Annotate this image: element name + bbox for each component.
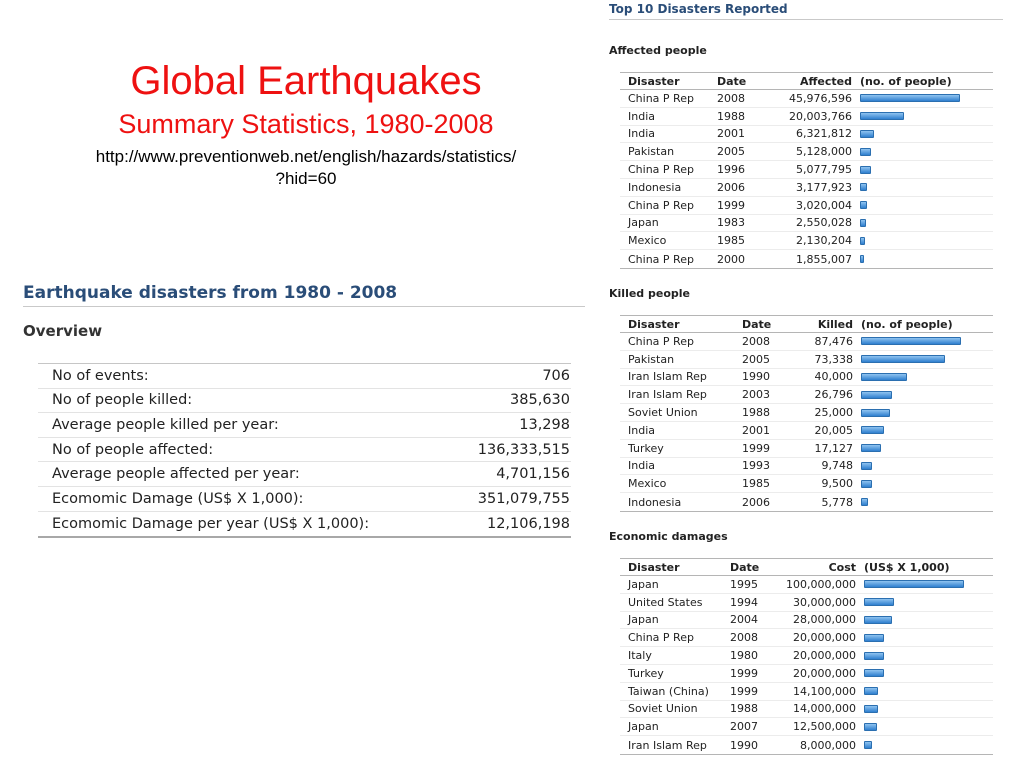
slide-title-block	[20, 58, 592, 190]
slide-subtitle: Summary Statistics, 1980-2008	[118, 109, 494, 139]
row-value: 40,000	[814, 370, 853, 384]
killed-people-table	[620, 315, 993, 512]
row-value: 2,550,028	[796, 216, 852, 230]
row-disaster: China P Rep	[628, 631, 694, 645]
cost-table-header	[620, 558, 993, 576]
column-header-unit: (US$ X 1,000)	[864, 560, 950, 574]
row-value: 3,177,923	[796, 180, 852, 194]
row-value: 1,855,007	[796, 252, 852, 266]
earthquake-disasters-heading: Earthquake disasters from 1980 - 2008	[23, 283, 585, 307]
economic-damages-title: Economic damages	[609, 530, 728, 543]
overview-row	[38, 364, 571, 389]
affected-people-table	[620, 72, 993, 269]
row-disaster: Mexico	[628, 477, 667, 491]
row-disaster: Japan	[628, 577, 659, 591]
row-disaster: Turkey	[628, 666, 664, 680]
source-url-line-2[interactable]: ?hid=60	[275, 169, 337, 188]
table-row	[620, 351, 993, 369]
row-disaster: Turkey	[628, 441, 664, 455]
value-bar	[861, 480, 872, 488]
row-disaster: China P Rep	[628, 252, 694, 266]
row-date: 2005	[717, 145, 745, 159]
value-bar	[861, 355, 945, 363]
row-value: 9,500	[821, 477, 853, 491]
value-bar	[860, 255, 864, 263]
table-row	[620, 683, 993, 701]
overview-row-value: 12,106,198	[486, 515, 570, 532]
column-header-date: Date	[730, 560, 760, 574]
row-disaster: China P Rep	[628, 334, 694, 348]
slide-title: Global Earthquakes	[130, 59, 482, 103]
table-row	[620, 422, 993, 440]
row-date: 2008	[717, 91, 745, 105]
row-date: 2004	[730, 613, 758, 627]
row-disaster: India	[628, 459, 655, 473]
table-row	[620, 701, 993, 719]
column-header-value: Cost	[828, 560, 856, 574]
source-url-line-1[interactable]: http://www.preventionweb.net/english/hazards/statistics/	[95, 147, 517, 166]
row-value: 6,321,812	[796, 127, 852, 141]
killed-people-title: Killed people	[609, 287, 690, 300]
row-date: 2001	[717, 127, 745, 141]
row-disaster: Iran Islam Rep	[628, 388, 707, 402]
row-bar-cell	[856, 652, 884, 660]
source-url[interactable]	[20, 146, 592, 190]
row-value: 17,127	[814, 441, 853, 455]
row-value: 100,000,000	[786, 577, 856, 591]
row-disaster: Iran Islam Rep	[628, 370, 707, 384]
overview-row	[38, 512, 571, 537]
value-bar	[864, 616, 892, 624]
table-row	[620, 90, 993, 108]
row-disaster: Japan	[628, 613, 659, 627]
value-bar	[864, 705, 878, 713]
row-bar-cell	[852, 183, 867, 191]
row-bar-cell	[853, 373, 907, 381]
row-bar-cell	[853, 391, 892, 399]
value-bar	[861, 373, 907, 381]
row-disaster: China P Rep	[628, 198, 694, 212]
row-value: 30,000,000	[793, 595, 856, 609]
value-bar	[860, 237, 865, 245]
row-date: 1999	[742, 441, 770, 455]
table-row	[620, 475, 993, 493]
row-date: 2006	[717, 180, 745, 194]
affected-table-header	[620, 72, 993, 90]
table-row	[620, 594, 993, 612]
row-date: 1996	[717, 163, 745, 177]
overview-row-value: 13,298	[519, 416, 570, 433]
table-row	[620, 736, 993, 754]
row-disaster: Indonesia	[628, 495, 682, 509]
row-date: 2005	[742, 352, 770, 366]
row-value: 5,778	[821, 495, 853, 509]
row-date: 1985	[742, 477, 770, 491]
row-disaster: Pakistan	[628, 352, 675, 366]
row-value: 20,000,000	[793, 649, 856, 663]
overview-row-value: 385,630	[510, 392, 570, 409]
value-bar	[860, 94, 960, 102]
row-bar-cell	[853, 498, 868, 506]
table-row	[620, 232, 993, 250]
row-date: 1999	[730, 666, 758, 680]
row-value: 20,003,766	[789, 109, 852, 123]
table-row	[620, 126, 993, 144]
row-disaster: Soviet Union	[628, 702, 698, 716]
row-date: 1990	[742, 370, 770, 384]
column-header-disaster: Disaster	[628, 74, 680, 88]
row-value: 14,100,000	[793, 684, 856, 698]
row-date: 2003	[742, 388, 770, 402]
row-disaster: Pakistan	[628, 145, 675, 159]
row-disaster: Italy	[628, 649, 652, 663]
table-row	[620, 493, 993, 511]
row-date: 1994	[730, 595, 758, 609]
value-bar	[864, 741, 872, 749]
overview-row-label: Ecomomic Damage per year (US$ X 1,000):	[52, 515, 370, 532]
row-value: 3,020,004	[796, 198, 852, 212]
row-bar-cell	[853, 355, 945, 363]
row-date: 2007	[730, 720, 758, 734]
row-value: 20,000,000	[793, 666, 856, 680]
column-header-unit: (no. of people)	[861, 317, 953, 331]
row-value: 26,796	[814, 388, 853, 402]
table-row	[620, 440, 993, 458]
column-header-value: Killed	[817, 317, 853, 331]
row-value: 28,000,000	[793, 613, 856, 627]
value-bar	[860, 183, 867, 191]
row-value: 20,005	[814, 423, 853, 437]
value-bar	[861, 462, 872, 470]
row-bar-cell	[856, 669, 884, 677]
top10-heading: Top 10 Disasters Reported	[609, 2, 1003, 20]
value-bar	[864, 598, 894, 606]
value-bar	[864, 634, 884, 642]
value-bar	[860, 112, 904, 120]
row-value: 2,130,204	[796, 234, 852, 248]
table-row	[620, 718, 993, 736]
row-date: 1990	[730, 738, 758, 752]
row-date: 2006	[742, 495, 770, 509]
affected-people-title: Affected people	[609, 44, 707, 57]
overview-row	[38, 462, 571, 487]
value-bar	[860, 201, 867, 209]
value-bar	[860, 219, 866, 227]
table-row	[620, 665, 993, 683]
row-value: 45,976,596	[789, 91, 852, 105]
row-bar-cell	[853, 462, 872, 470]
row-date: 2008	[742, 334, 770, 348]
row-date: 1999	[730, 684, 758, 698]
overview-heading: Overview	[23, 322, 103, 340]
row-disaster: Indonesia	[628, 180, 682, 194]
overview-row	[38, 413, 571, 438]
row-value: 8,000,000	[800, 738, 856, 752]
row-date: 1995	[730, 577, 758, 591]
row-date: 1993	[742, 459, 770, 473]
row-disaster: Japan	[628, 216, 659, 230]
value-bar	[861, 409, 890, 417]
table-row	[620, 629, 993, 647]
column-header-date: Date	[717, 74, 747, 88]
column-header-unit: (no. of people)	[860, 74, 952, 88]
row-bar-cell	[852, 255, 864, 263]
table-row	[620, 612, 993, 630]
value-bar	[861, 426, 884, 434]
row-disaster: China P Rep	[628, 163, 694, 177]
row-value: 20,000,000	[793, 631, 856, 645]
value-bar	[864, 723, 877, 731]
value-bar	[861, 337, 961, 345]
row-bar-cell	[852, 112, 904, 120]
row-value: 9,748	[821, 459, 853, 473]
overview-row	[38, 487, 571, 512]
table-row	[620, 108, 993, 126]
row-date: 1983	[717, 216, 745, 230]
row-date: 2001	[742, 423, 770, 437]
value-bar	[861, 391, 892, 399]
overview-row-label: Ecomomic Damage (US$ X 1,000):	[52, 490, 304, 507]
row-date: 1999	[717, 198, 745, 212]
row-disaster: Taiwan (China)	[628, 684, 709, 698]
value-bar	[864, 669, 884, 677]
overview-row-value: 136,333,515	[477, 441, 570, 458]
table-row	[620, 143, 993, 161]
row-bar-cell	[856, 580, 964, 588]
overview-row-label: Average people killed per year:	[52, 416, 279, 433]
killed-table-header	[620, 315, 993, 333]
value-bar	[861, 498, 868, 506]
table-row	[620, 250, 993, 268]
row-bar-cell	[853, 337, 961, 345]
column-header-date: Date	[742, 317, 772, 331]
row-date: 2000	[717, 252, 745, 266]
row-date: 1988	[742, 406, 770, 420]
row-date: 1988	[730, 702, 758, 716]
overview-table	[38, 363, 571, 538]
table-row	[620, 197, 993, 215]
economic-damages-table	[620, 558, 993, 755]
row-bar-cell	[856, 741, 872, 749]
row-disaster: Mexico	[628, 234, 667, 248]
row-bar-cell	[856, 616, 892, 624]
row-value: 14,000,000	[793, 702, 856, 716]
row-bar-cell	[856, 723, 877, 731]
row-value: 87,476	[814, 334, 853, 348]
table-row	[620, 161, 993, 179]
overview-row-value: 351,079,755	[477, 490, 570, 507]
row-bar-cell	[852, 219, 866, 227]
overview-row-label: No of events:	[52, 367, 149, 384]
row-value: 12,500,000	[793, 720, 856, 734]
row-bar-cell	[852, 166, 871, 174]
row-value: 73,338	[814, 352, 853, 366]
value-bar	[864, 580, 964, 588]
row-bar-cell	[853, 409, 890, 417]
value-bar	[860, 166, 871, 174]
row-bar-cell	[853, 426, 884, 434]
row-disaster: Iran Islam Rep	[628, 738, 707, 752]
table-row	[620, 179, 993, 197]
row-disaster: India	[628, 127, 655, 141]
row-disaster: India	[628, 109, 655, 123]
value-bar	[860, 148, 871, 156]
column-header-disaster: Disaster	[628, 560, 680, 574]
row-value: 5,128,000	[796, 145, 852, 159]
row-disaster: China P Rep	[628, 91, 694, 105]
row-bar-cell	[853, 480, 872, 488]
table-row	[620, 458, 993, 476]
value-bar	[860, 130, 874, 138]
column-header-disaster: Disaster	[628, 317, 680, 331]
table-row	[620, 386, 993, 404]
overview-row-value: 4,701,156	[496, 466, 570, 483]
row-bar-cell	[852, 201, 867, 209]
row-value: 5,077,795	[796, 163, 852, 177]
row-bar-cell	[856, 634, 884, 642]
column-header-value: Affected	[800, 74, 852, 88]
table-row	[620, 369, 993, 387]
overview-row	[38, 438, 571, 463]
row-date: 1980	[730, 649, 758, 663]
row-disaster: United States	[628, 595, 703, 609]
table-row	[620, 333, 993, 351]
row-bar-cell	[852, 94, 960, 102]
row-date: 1985	[717, 234, 745, 248]
row-disaster: Japan	[628, 720, 659, 734]
overview-row-value: 706	[542, 367, 570, 384]
value-bar	[864, 652, 884, 660]
row-bar-cell	[853, 444, 881, 452]
row-date: 2008	[730, 631, 758, 645]
overview-row-label: No of people killed:	[52, 392, 193, 409]
table-row	[620, 647, 993, 665]
value-bar	[864, 687, 878, 695]
row-bar-cell	[852, 130, 874, 138]
row-bar-cell	[856, 598, 894, 606]
table-row	[620, 215, 993, 233]
row-disaster: India	[628, 423, 655, 437]
overview-row	[38, 389, 571, 414]
row-date: 1988	[717, 109, 745, 123]
row-bar-cell	[856, 705, 878, 713]
row-bar-cell	[856, 687, 878, 695]
row-disaster: Soviet Union	[628, 406, 698, 420]
overview-row-label: No of people affected:	[52, 441, 214, 458]
overview-row-label: Average people affected per year:	[52, 466, 300, 483]
table-row	[620, 576, 993, 594]
row-bar-cell	[852, 148, 871, 156]
value-bar	[861, 444, 881, 452]
row-bar-cell	[852, 237, 865, 245]
table-row	[620, 404, 993, 422]
row-value: 25,000	[814, 406, 853, 420]
